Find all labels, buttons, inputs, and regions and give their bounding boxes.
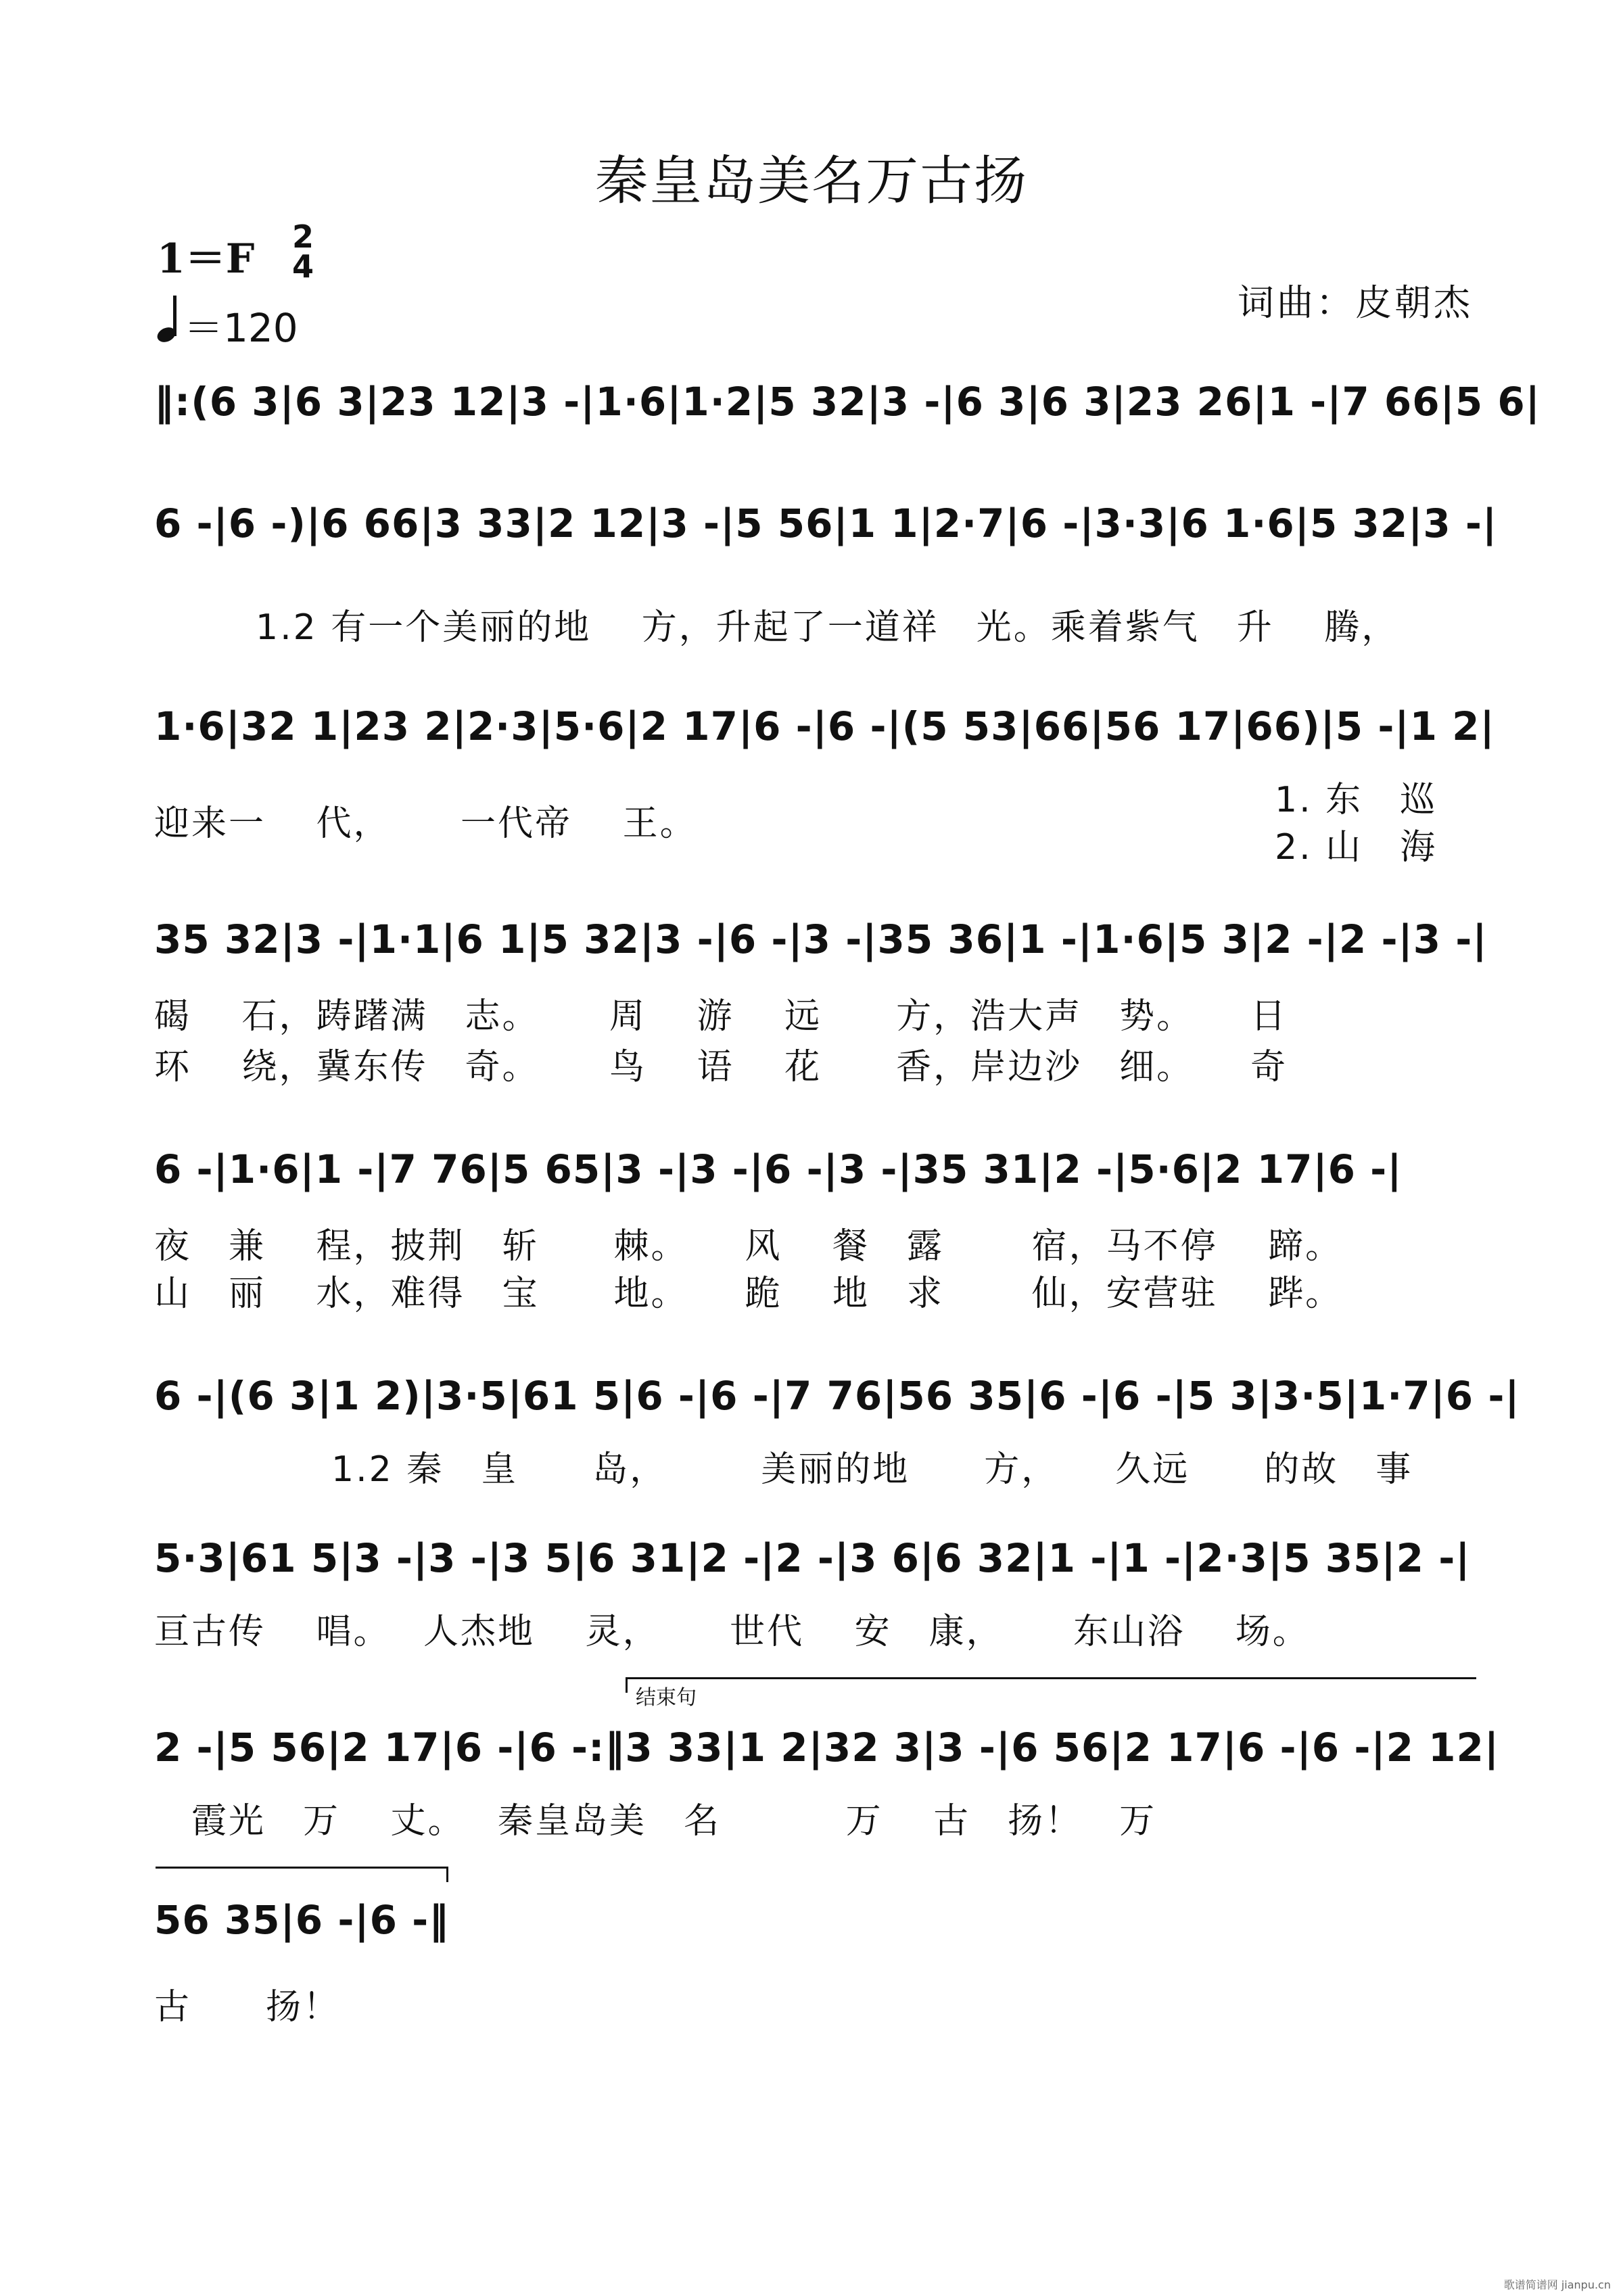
lyric-row-3: 迎来一 代， 一代帝 王。 [154,803,697,844]
notation-row-7: 5·3|61 5|3 -|3 -|3 5|6 31|2 -|2 -|3 6|6 32|1 -|1 -|2·3|5 35|2 -| [154,1535,1471,1581]
page-title: 秦皇岛美名万古扬 [594,151,1028,212]
verse-1-start: 1. 东 巡 [1275,780,1438,820]
key-signature: 1＝F [157,235,255,283]
lyric-row-9: 古 扬！ [154,1987,341,2028]
final-bracket [156,1867,448,1882]
quarter-note-icon [157,310,179,342]
lyric-row-4-verse-1: 碣 石，踌躇满 志。 周 游 远 方，浩大声 势。 日 [154,996,1288,1037]
notation-row-1: ‖:(6 3|6 3|23 12|3 -|1·6|1·2|5 32|3 -|6 3|6 3|23 26|1 -|7 66|5 6| [154,379,1540,425]
lyric-row-4-verse-2: 环 绕，冀东传 奇。 鸟 语 花 香，岸边沙 细。 奇 [154,1047,1288,1087]
watermark: 歌谱简谱网 jianpu.cn [1503,2278,1611,2291]
lyric-row-2: 1.2 有一个美丽的地 方，升起了一道祥 光。乘着紫气 升 腾， [256,607,1399,648]
tempo-value: ＝120 [184,305,298,351]
notation-row-9: 56 35|6 -|6 -‖ [154,1897,450,1943]
composer-credit: 词曲：皮朝杰 [1238,281,1473,324]
notation-row-2: 6 -|6 -)|6 66|3 33|2 12|3 -|5 56|1 1|2·7|6 -|3·3|6 1·6|5 32|3 -| [154,500,1498,546]
notation-row-5: 6 -|1·6|1 -|7 76|5 65|3 -|3 -|6 -|3 -|35 31|2 -|5·6|2 17|6 -| [154,1146,1403,1192]
lyric-row-8: 霞光 万 丈。 秦皇岛美 名 万 古 扬！ 万 [154,1801,1157,1842]
meter-top: 2 [291,218,314,255]
notation-row-3: 1·6|32 1|23 2|2·3|5·6|2 17|6 -|6 -|(5 53|66|56 17|66)|5 -|1 2| [154,703,1495,749]
meter-bottom: 4 [291,248,314,285]
time-signature [289,218,316,285]
notation-row-8: 2 -|5 56|2 17|6 -|6 -:‖3 33|1 2|32 3|3 -|6 56|2 17|6 -|6 -|2 12| [154,1725,1500,1771]
notation-row-6: 6 -|(6 3|1 2)|3·5|61 5|6 -|6 -|7 76|56 35|6 -|6 -|5 3|3·5|1·7|6 -| [154,1373,1520,1419]
lyric-row-6: 1.2 秦 皇 岛， 美丽的地 方， 久远 的故 事 [331,1449,1413,1490]
lyric-row-5-verse-1: 夜 兼 程，披荆 斩 棘。 风 餐 露 宿，马不停 蹄。 [154,1226,1343,1267]
lyric-row-5-verse-2: 山 丽 水，难得 宝 地。 跪 地 求 仙，安营驻 跸。 [154,1273,1343,1314]
lyric-row-7: 亘古传 唱。 人杰地 灵， 世代 安 康， 东山浴 场。 [154,1612,1310,1652]
ending-label: 结束句 [636,1686,697,1710]
ending-bracket [626,1677,1476,1693]
verse-2-start: 2. 山 海 [1275,827,1438,868]
tempo-marking [157,296,298,353]
notation-row-4: 35 32|3 -|1·1|6 1|5 32|3 -|6 -|3 -|35 36|1 -|1·6|5 3|2 -|2 -|3 -| [154,916,1488,962]
